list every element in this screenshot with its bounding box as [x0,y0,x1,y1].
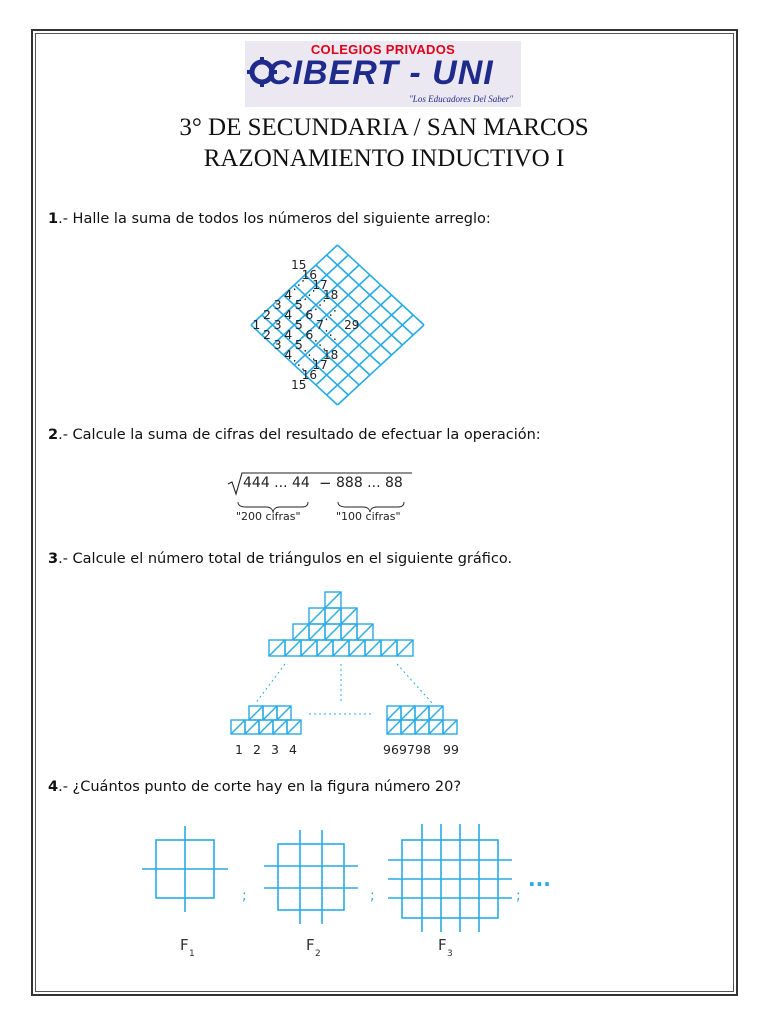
question-1-number: 1 [48,211,59,227]
diamond-cell-value: 4 [284,347,293,362]
diamond-cell-value: ⋱ [292,357,306,372]
triangle-pyramid-figure [225,586,475,764]
diamond-cell-value: ⋱ [303,347,316,362]
question-2-sep: .- [58,427,68,443]
diamond-cell-value: 18 [322,288,339,302]
diamond-cell-value: 4 [284,327,293,342]
school-logo [245,41,521,107]
label-f1-letter: F [180,936,189,954]
main-pyramid [269,592,413,656]
question-4-sep: .- [58,779,68,795]
diamond-cell-value: ⋱ [324,327,337,342]
diamond-cell-value: 17 [312,278,328,292]
ellipsis: ... [528,867,551,891]
brace-label-200: "200 cifras" [236,510,301,523]
diamond-cell-value: ⋰ [324,307,337,322]
pyramid-label-96: 96 [383,742,399,757]
radicand-second: 888 ... 88 [336,475,403,491]
pyramid-label-99: 99 [443,742,459,757]
question-3 [48,551,512,567]
diamond-cell-value: 5 [294,337,303,352]
question-2 [48,427,541,443]
diamond-cell-value: 2 [263,327,271,342]
small-pyramid-right [387,706,457,734]
diamond-cell-value: 7 [316,317,324,332]
grid-sequence-figure [136,820,556,970]
diamond-cell-value: 16 [301,268,318,282]
diamond-cell-value: 5 [294,297,303,312]
grid-f2 [264,830,358,924]
diamond-cell-value: ⋰ [292,277,306,292]
grid-f3 [388,824,512,932]
question-2-text: Calcule la suma de cifras del resultado de efectuar la operación: [67,427,541,443]
separator-3: ; [516,888,521,904]
logo-main-text: CIBERT - UNI [267,54,494,92]
label-f2-letter: F [306,936,315,954]
separator-1: ; [242,888,247,904]
diamond-cell-value: 17 [312,358,328,372]
diamond-cell-value: 1 [252,317,261,332]
title-line-1: 3° DE SECUNDARIA / SAN MARCOS [179,114,589,141]
diamond-cell-value: 15 [291,378,307,392]
question-2-number: 2 [48,427,59,443]
title-line-2: RAZONAMIENTO INDUCTIVO I [203,145,565,172]
diamond-cell-value: 29 [344,318,360,332]
diamond-cell-value: 3 [273,317,282,332]
question-1-sep: .- [58,211,68,227]
label-f3-letter: F [438,936,447,954]
question-3-number: 3 [48,551,59,567]
diamond-cell-value: 3 [273,337,282,352]
logo-top-text: COLEGIOS PRIVADOS [310,42,456,57]
pyramid-label-1: 1 [235,742,243,757]
label-f3-sub: 3 [447,949,453,959]
radicand-first: 444 ... 44 [243,475,310,491]
question-1-text: Halle la suma de todos los números del siguiente arreglo: [67,211,491,227]
small-pyramid-left [231,706,301,734]
minus-sign: − [319,474,332,492]
diamond-cell-value: ⋱ [313,337,327,352]
radical-expression [226,470,416,526]
diamond-cell-value: 4 [284,287,293,302]
pyramid-label-97: 97 [399,742,415,757]
diamond-cell-value: 6 [305,307,314,322]
logo-tagline: "Los Educadores Del Saber" [409,94,513,104]
question-4-number: 4 [48,779,59,795]
diamond-cell-value: 4 [284,307,293,322]
diamond-cell-value: 5 [294,317,303,332]
separator-2: ; [370,888,375,904]
pyramid-label-4: 4 [289,742,297,757]
label-f2-sub: 2 [315,949,321,959]
question-4 [48,779,461,795]
diamond-cell-value: ⋰ [313,297,327,312]
question-3-text: Calcule el número total de triángulos en el siguiente gráfico. [67,551,513,567]
grid-f1 [142,826,228,912]
diamond-cell-value: ⋰ [303,287,316,302]
label-f1-sub: 1 [189,949,195,959]
diamond-cell-value: 3 [273,297,282,312]
diamond-cell-value: 16 [301,368,318,382]
pyramid-label-98: 98 [415,742,431,757]
brace-label-100: "100 cifras" [336,510,401,523]
diamond-cell-value: 15 [291,258,307,272]
diamond-cell-value: 6 [305,327,314,342]
question-1 [48,211,491,227]
pyramid-label-3: 3 [271,742,279,757]
pyramid-label-2: 2 [253,742,261,757]
diamond-cell-value: 2 [263,307,271,322]
question-4-text: ¿Cuántos punto de corte hay en la figura número 20? [67,779,462,795]
question-3-sep: .- [58,551,68,567]
diamond-cell-value: 18 [322,348,339,362]
diamond-number-array [250,244,425,406]
